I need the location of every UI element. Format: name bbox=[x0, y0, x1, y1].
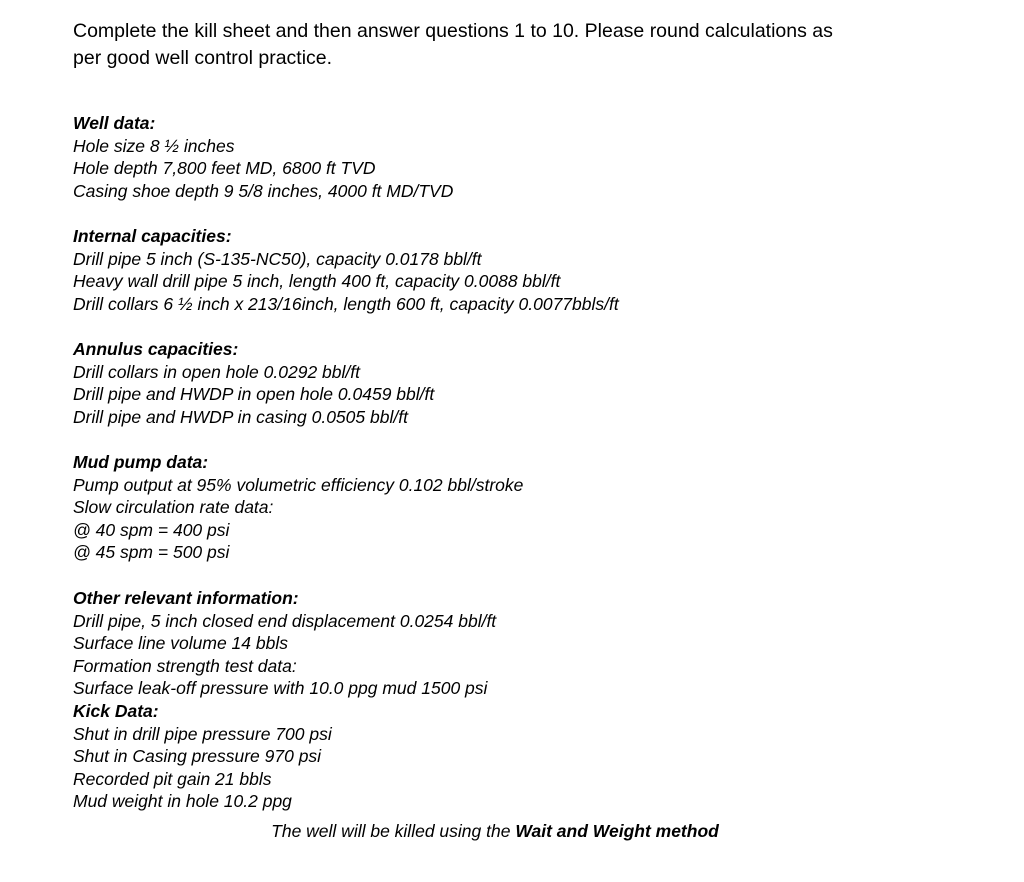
section-heading: Kick Data: bbox=[73, 700, 159, 721]
data-line: Shut in Casing pressure 970 psi bbox=[73, 746, 322, 767]
section-heading: Well data: bbox=[73, 113, 156, 133]
data-line: Hole depth 7,800 feet MD, 6800 ft TVD bbox=[73, 158, 376, 179]
data-line: Drill pipe and HWDP in open hole 0.0459 bbl/ft bbox=[73, 384, 435, 405]
data-line: Slow circulation rate data: bbox=[73, 497, 274, 518]
data-line: Surface line volume 14 bbls bbox=[73, 633, 288, 654]
data-line: Drill pipe, 5 inch closed end displacement 0.0254 bbl/ft bbox=[73, 610, 497, 631]
section-heading: Internal capacities: bbox=[73, 226, 232, 246]
data-line: Hole size 8 ½ inches bbox=[73, 135, 235, 156]
data-line: Recorded pit gain 21 bbls bbox=[73, 768, 272, 789]
well-data-section bbox=[73, 112, 453, 202]
data-line: Surface leak-off pressure with 10.0 ppg mud 1500 psi bbox=[73, 678, 488, 699]
other-info-section bbox=[73, 587, 496, 813]
data-line: Heavy wall drill pipe 5 inch, length 400 ft, capacity 0.0088 bbl/ft bbox=[73, 271, 561, 292]
data-line: Casing shoe depth 9 5/8 inches, 4000 ft MD/TVD bbox=[73, 180, 454, 201]
document-page bbox=[73, 18, 953, 812]
section-heading: Annulus capacities: bbox=[73, 339, 239, 359]
kill-method-note bbox=[0, 820, 990, 842]
data-line: Mud weight in hole 10.2 ppg bbox=[73, 791, 292, 812]
data-line: Formation strength test data: bbox=[73, 655, 297, 676]
internal-capacities-section bbox=[73, 225, 619, 315]
data-line: Drill collars in open hole 0.0292 bbl/ft bbox=[73, 361, 360, 382]
intro-line: Complete the kill sheet and then answer questions 1 to 10. Please round calculations as bbox=[73, 20, 833, 42]
data-line: Drill collars 6 ½ inch x 213/16inch, length 600 ft, capacity 0.0077bbls/ft bbox=[73, 293, 619, 314]
section-heading: Mud pump data: bbox=[73, 452, 209, 472]
kill-method-prefix: The well will be killed using the bbox=[271, 821, 516, 841]
data-line: Shut in drill pipe pressure 700 psi bbox=[73, 723, 332, 744]
mud-pump-data-section bbox=[73, 451, 523, 564]
data-line: Drill pipe and HWDP in casing 0.0505 bbl/ft bbox=[73, 406, 408, 427]
intro-line: per good well control practice. bbox=[73, 47, 333, 69]
intro-paragraph bbox=[73, 18, 953, 72]
data-line: Drill pipe 5 inch (S-135-NC50), capacity 0.0178 bbl/ft bbox=[73, 248, 482, 269]
data-line: Pump output at 95% volumetric efficiency 0.102 bbl/stroke bbox=[73, 474, 524, 495]
data-line: @ 45 spm = 500 psi bbox=[73, 542, 230, 563]
data-line: @ 40 spm = 400 psi bbox=[73, 519, 230, 540]
kill-method-name: Wait and Weight method bbox=[515, 821, 719, 841]
annulus-capacities-section bbox=[73, 338, 434, 428]
section-heading: Other relevant information: bbox=[73, 588, 299, 608]
